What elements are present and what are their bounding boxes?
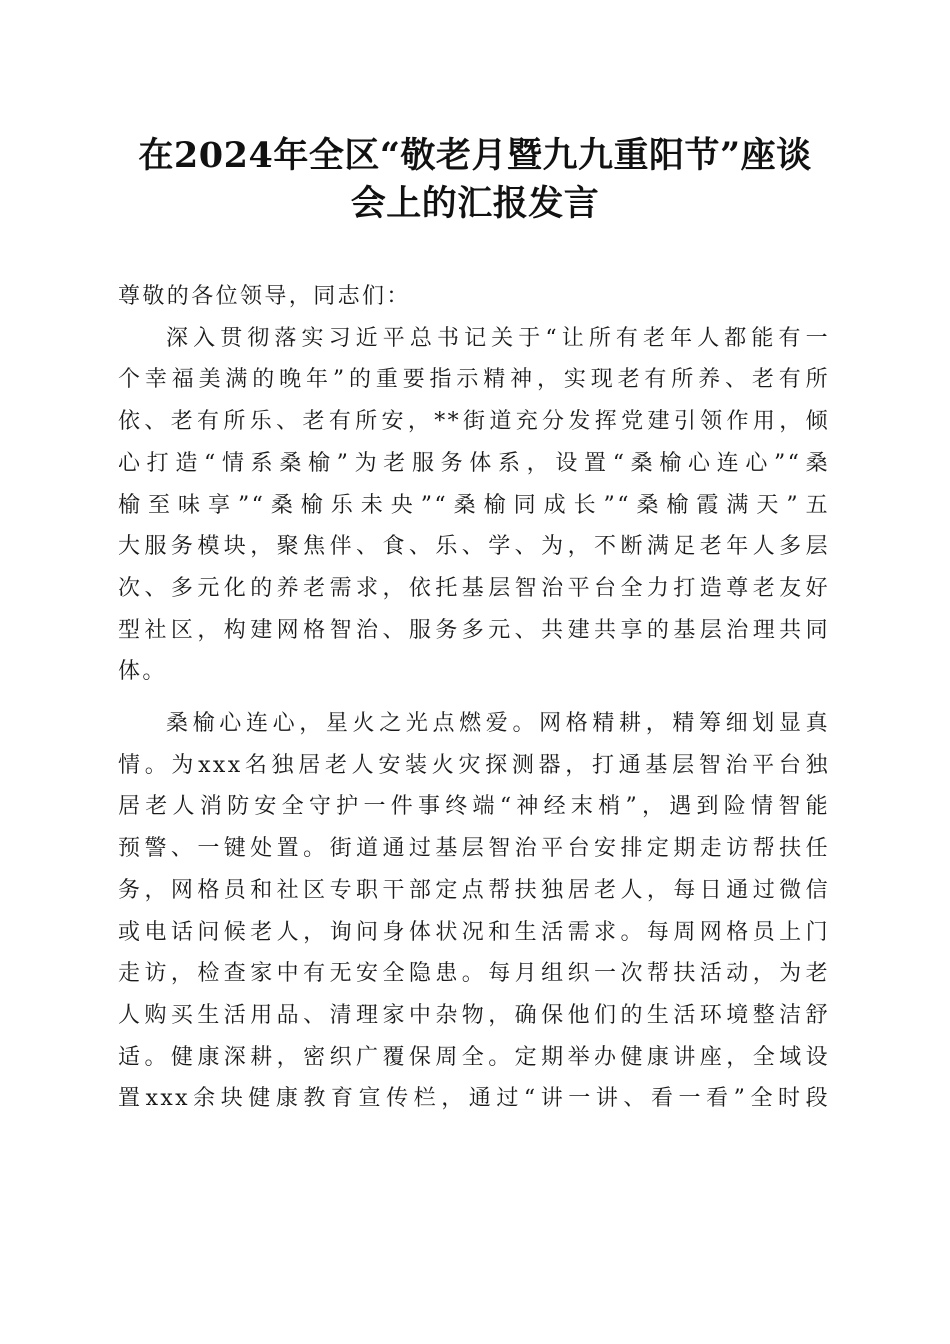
title-line: 在2024年全区“敬老月暨九九重阳节”座谈 (138, 135, 812, 176)
text-line: 型社区，构建网格智治、服务多元、共建共享的基层治理共同 (118, 617, 830, 643)
text-line: 榆至味享”“桑榆乐未央”“桑榆同成长”“桑榆霞满天”五 (118, 492, 830, 518)
text-line: 依、老有所乐、老有所安，**街道充分发挥党建引领作用，倾 (118, 409, 830, 435)
text-line: 置xxx余块健康教育宣传栏，通过“讲一讲、看一看”全时段 (118, 1086, 830, 1112)
text-line: 人购买生活用品、清理家中杂物，确保他们的生活环境整洁舒 (118, 1002, 830, 1028)
text-line: 预警、一键处置。街道通过基层智治平台安排定期走访帮扶任 (118, 836, 830, 862)
text-line: 心打造“情系桑榆”为老服务体系，设置“桑榆心连心”“桑 (118, 450, 830, 476)
text-line: 适。健康深耕，密织广覆保周全。定期举办健康讲座，全域设 (118, 1044, 830, 1070)
text-line: 大服务模块，聚焦伴、食、乐、学、为，不断满足老年人多层 (118, 534, 830, 560)
text-line: 居老人消防安全守护一件事终端“神经末梢”，遇到险情智能 (118, 794, 830, 820)
paragraph (118, 703, 830, 1120)
document-title (110, 132, 840, 228)
text-line: 务，网格员和社区专职干部定点帮扶独居老人，每日通过微信 (118, 877, 830, 903)
text-line: 个幸福美满的晚年”的重要指示精神，实现老有所养、老有所 (118, 367, 830, 393)
text-line: 走访，检查家中有无安全隐患。每月组织一次帮扶活动，为老 (118, 961, 830, 987)
paragraph-spacer (118, 693, 830, 703)
text-line: 深入贯彻落实习近平总书记关于“让所有老年人都能有一 (166, 325, 830, 351)
document-body (118, 276, 830, 1120)
paragraph (118, 318, 830, 693)
text-line: 或电话问候老人，询问身体状况和生活需求。每周网格员上门 (118, 919, 830, 945)
text-line: 情。为xxx名独居老人安装火灾探测器，打通基层智治平台独 (118, 752, 830, 778)
title-line: 会上的汇报发言 (350, 183, 600, 224)
text-line: 体。 (118, 659, 167, 685)
text-line: 次、多元化的养老需求，依托基层智治平台全力打造尊老友好 (118, 575, 830, 601)
salutation: 尊敬的各位领导，同志们： (118, 284, 411, 309)
text-line: 桑榆心连心，星火之光点燃爱。网格精耕，精筹细划显真 (166, 711, 830, 737)
